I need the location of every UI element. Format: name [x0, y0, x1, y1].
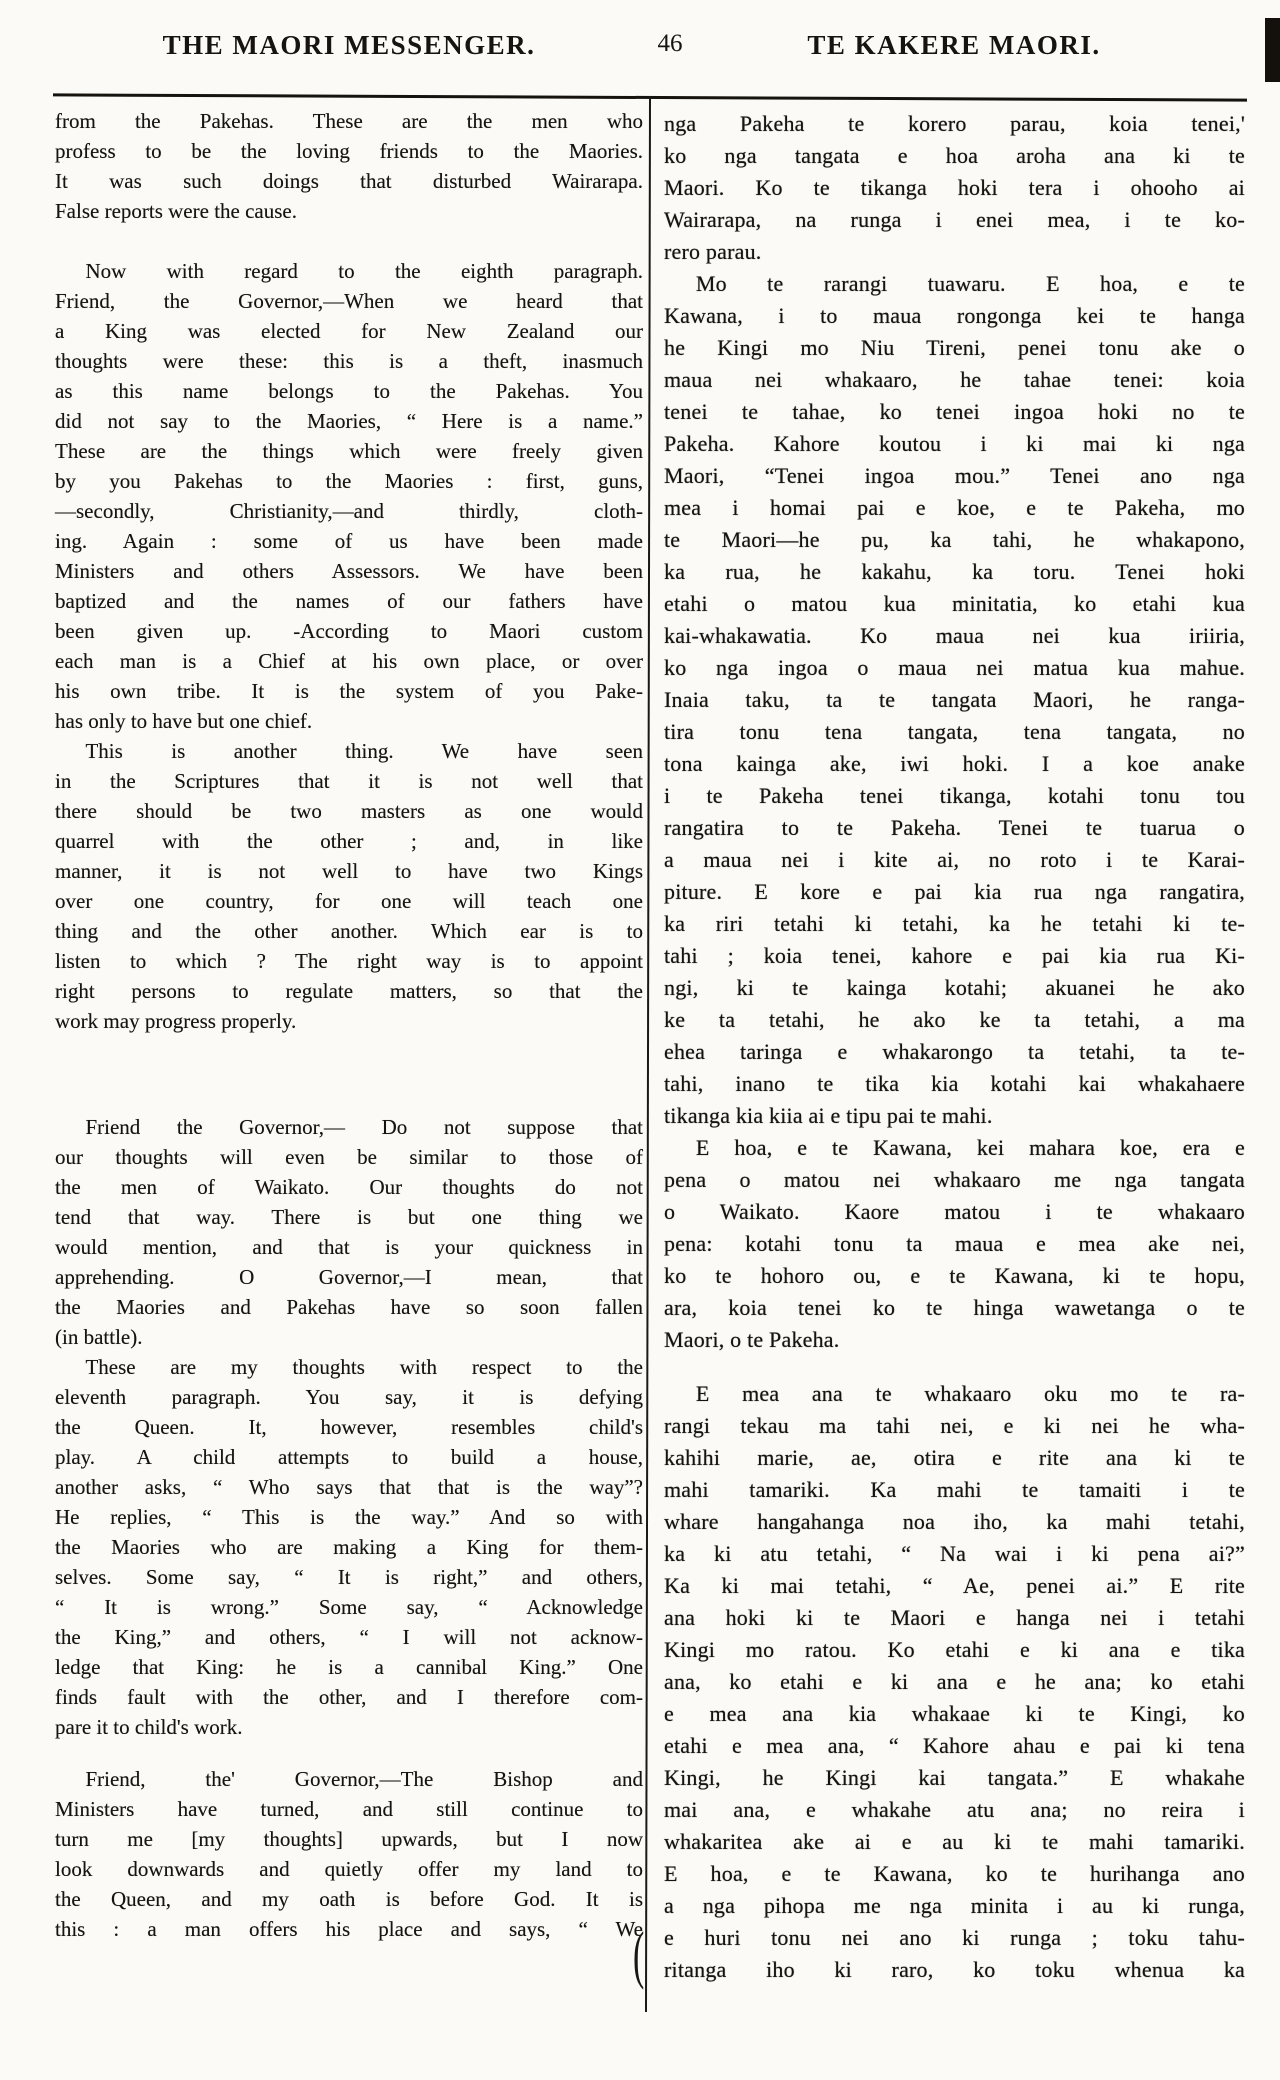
text-line: the Queen. It, however, resembles child's: [55, 1415, 643, 1439]
text-line: Kingi mo ratou. Ko etahi e ki ana e tika: [664, 1637, 1245, 1662]
text-line: turn me [my thoughts] upwards, but I now: [55, 1827, 643, 1851]
text-line: did not say to the Maories, “ Here is a name.”: [55, 409, 643, 433]
text-line: whare hangahanga noa iho, ka mahi tetahi,: [664, 1509, 1245, 1534]
paragraph: [55, 106, 643, 226]
text-line: right persons to regulate matters, so that the: [55, 979, 643, 1003]
text-line: thing and the other another. Which ear is to: [55, 919, 643, 943]
text-line: whakaritea ake ai e au ki te mahi tamariki.: [664, 1829, 1245, 1854]
text-line: nga Pakeha te korero parau, koia tenei,': [664, 111, 1245, 136]
text-line: he Kingi mo Niu Tireni, penei tonu ake o: [664, 335, 1245, 360]
text-line: tend that way. There is but one thing we: [55, 1205, 643, 1229]
maori-text-column: [664, 108, 1245, 1986]
text-line: ehea taringa e whakarongo ta tetahi, ta te-: [664, 1039, 1245, 1064]
text-line: Ka ki mai tetahi, “ Ae, penei ai.” E rite: [664, 1573, 1245, 1598]
text-line: Maori, o te Pakeha.: [664, 1327, 840, 1352]
journal-title-english: THE MAORI MESSENGER.: [162, 30, 536, 60]
text-line: ko nga tangata e hoa aroha ana ki te: [664, 143, 1245, 168]
paragraph: [664, 108, 1245, 268]
text-line: his own tribe. It is the system of you Pake-: [55, 679, 643, 703]
text-line: piture. E kore e pai kia rua nga rangatira,: [664, 879, 1245, 904]
text-line: another asks, “ Who says that that is the way”?: [55, 1475, 643, 1499]
text-line: from the Pakehas. These are the men who: [55, 109, 643, 133]
paragraph: [664, 268, 1245, 1132]
text-line: pare it to child's work.: [55, 1715, 243, 1739]
text-line: over one country, for one will teach one: [55, 889, 643, 913]
text-line: mea i homai pai e koe, e te Pakeha, mo: [664, 495, 1245, 520]
text-line: ka rua, he kakahu, ka toru. Tenei hoki: [664, 559, 1245, 584]
text-line: each man is a Chief at his own place, or over: [55, 649, 643, 673]
text-line: This is another thing. We have seen: [85, 739, 643, 763]
text-line: selves. Some say, “ It is right,” and others,: [55, 1565, 643, 1589]
text-line: the Maories who are making a King for them-: [55, 1535, 643, 1559]
text-line: the men of Waikato. Our thoughts do not: [55, 1175, 643, 1199]
text-line: ana hoki ki te Maori e hanga nei i tetahi: [664, 1605, 1245, 1630]
text-line: tahi ; koia tenei, kahore e pai kia rua Ki-: [664, 943, 1245, 968]
page-number: 46: [657, 30, 683, 57]
text-line: mahi tamariki. Ka mahi te tamaiti i te: [664, 1477, 1245, 1502]
paragraph: [55, 1112, 643, 1352]
text-line: Now with regard to the eighth paragraph.: [85, 259, 643, 283]
text-line: work may progress properly.: [55, 1009, 297, 1033]
text-line: False reports were the cause.: [55, 199, 297, 223]
journal-title-maori: TE KAKERE MAORI.: [807, 30, 1101, 60]
text-line: by you Pakehas to the Maories : first, guns,: [55, 469, 643, 493]
text-line: ara, koia tenei ko te hinga wawetanga o te: [664, 1295, 1245, 1320]
text-line: baptized and the names of our fathers have: [55, 589, 643, 613]
text-line: has only to have but one chief.: [55, 709, 313, 733]
text-line: tira tonu tena tangata, tena tangata, no: [664, 719, 1245, 744]
text-line: a nga pihopa me nga minita i au ki runga,: [664, 1893, 1245, 1918]
text-line: ritanga iho ki raro, ko toku whenua ka: [664, 1957, 1245, 1982]
paragraph: [55, 1764, 643, 1944]
text-line: maua nei whakaaro, he tahae tenei: koia: [664, 367, 1245, 392]
text-line: etahi o matou kua minitatia, ko etahi kua: [664, 591, 1245, 616]
text-line: apprehending. O Governor,—I mean, that: [55, 1265, 643, 1289]
text-line: kahihi marie, ae, otira e rite ana ki te: [664, 1445, 1245, 1470]
scan-artifact-brace: (: [633, 1920, 645, 1992]
text-line: there should be two masters as one would: [55, 799, 643, 823]
text-line: e huri tonu nei ano ki runga ; toku tahu-: [664, 1925, 1245, 1950]
paragraph: [664, 1132, 1245, 1356]
text-line: this : a man offers his place and says, “ We: [55, 1917, 643, 1941]
text-line: ko te hohoro ou, e te Kawana, ki te hopu,: [664, 1263, 1245, 1288]
text-line: Maori. Ko te tikanga hoki tera i ohooho ai: [664, 175, 1245, 200]
text-line: tenei te tahae, ko tenei ingoa hoki no te: [664, 399, 1245, 424]
text-line: Friend the Governor,— Do not suppose that: [85, 1115, 643, 1139]
text-line: E hoa, e te Kawana, kei mahara koe, era e: [695, 1135, 1245, 1160]
text-line: Wairarapa, na runga i enei mea, i te ko-: [664, 207, 1245, 232]
text-line: would mention, and that is your quickness in: [55, 1235, 643, 1259]
text-line: i te Pakeha tenei tikanga, kotahi tonu tou: [664, 783, 1245, 808]
text-line: ana, ko etahi e ki ana e he ana; ko etahi: [664, 1669, 1245, 1694]
text-line: as this name belongs to the Pakehas. You: [55, 379, 643, 403]
text-line: He replies, “ This is the way.” And so with: [55, 1505, 643, 1529]
text-line: ngi, ki te kainga kotahi; akuanei he ako: [664, 975, 1245, 1000]
text-line: E hoa, e te Kawana, ko te hurihanga ano: [664, 1861, 1245, 1886]
text-line: Friend, the' Governor,—The Bishop and: [85, 1767, 643, 1791]
text-line: kai-whakawatia. Ko maua nei kua iriiria,: [664, 623, 1245, 648]
scan-artifact-corner-mark: [1265, 18, 1280, 82]
paragraph: [55, 256, 643, 736]
paragraph: [664, 1378, 1245, 1986]
text-line: tikanga kia kiia ai e tipu pai te mahi.: [664, 1103, 993, 1128]
text-line: ledge that King: he is a cannibal King.” One: [55, 1655, 643, 1679]
text-line: Friend, the Governor,—When we heard that: [55, 289, 643, 313]
text-line: mai ana, e whakahe atu ana; no reira i: [664, 1797, 1245, 1822]
text-line: These are my thoughts with respect to the: [85, 1355, 643, 1379]
text-line: (in battle).: [55, 1325, 143, 1349]
text-line: the King,” and others, “ I will not acknow-: [55, 1625, 643, 1649]
text-line: in the Scriptures that it is not well that: [55, 769, 643, 793]
text-line: “ It is wrong.” Some say, “ Acknowledge: [55, 1595, 643, 1619]
column-divider-rule: [645, 96, 651, 2012]
text-line: the Maories and Pakehas have so soon fallen: [55, 1295, 643, 1319]
text-line: Kingi, he Kingi kai tangata.” E whakahe: [664, 1765, 1245, 1790]
text-line: rangatira to te Pakeha. Tenei te tuarua o: [664, 815, 1245, 840]
text-line: ka ki atu tetahi, “ Na wai i ki pena ai?”: [664, 1541, 1245, 1566]
text-line: Mo te rarangi tuawaru. E hoa, e te: [695, 271, 1245, 296]
text-line: tona kainga ake, iwi hoki. I a koe anake: [664, 751, 1245, 776]
text-line: Ministers and others Assessors. We have been: [55, 559, 643, 583]
text-line: te Maori—he pu, ka tahi, he whakapono,: [664, 527, 1245, 552]
text-line: Inaia taku, ta te tangata Maori, he ranga-: [664, 687, 1245, 712]
text-line: tahi, inano te tika kia kotahi kai whakahaere: [664, 1071, 1245, 1096]
text-line: Maori, “Tenei ingoa mou.” Tenei ano nga: [664, 463, 1245, 488]
text-line: our thoughts will even be similar to those of: [55, 1145, 643, 1169]
text-line: ko nga ingoa o maua nei matua kua mahue.: [664, 655, 1245, 680]
paragraph: [55, 736, 643, 1036]
text-line: listen to which ? The right way is to appoint: [55, 949, 643, 973]
text-line: a maua nei i kite ai, no roto i te Karai-: [664, 847, 1245, 872]
text-line: It was such doings that disturbed Wairarapa.: [55, 169, 643, 193]
text-line: ke ta tetahi, he ako ke ta tetahi, a ma: [664, 1007, 1245, 1032]
text-line: Kawana, i to maua rongonga kei te hanga: [664, 303, 1245, 328]
text-line: thoughts were these: this is a theft, inasmuch: [55, 349, 643, 373]
text-line: E mea ana te whakaaro oku mo te ra-: [695, 1381, 1245, 1406]
text-line: Ministers have turned, and still continue to: [55, 1797, 643, 1821]
text-line: look downwards and quietly offer my land to: [55, 1857, 643, 1881]
text-line: etahi e mea ana, “ Kahore ahau e pai ki tena: [664, 1733, 1245, 1758]
text-line: pena o matou nei whakaaro me nga tangata: [664, 1167, 1245, 1192]
text-line: These are the things which were freely given: [55, 439, 643, 463]
text-line: ing. Again : some of us have been made: [55, 529, 643, 553]
text-line: rangi tekau ma tahi nei, e ki nei he wha-: [664, 1413, 1245, 1438]
text-line: Pakeha. Kahore koutou i ki mai ki nga: [664, 431, 1245, 456]
text-line: pena: kotahi tonu ta maua e mea ake nei,: [664, 1231, 1245, 1256]
text-line: the Queen, and my oath is before God. It is: [55, 1887, 643, 1911]
text-line: rero parau.: [664, 239, 762, 264]
text-line: eleventh paragraph. You say, it is defying: [55, 1385, 643, 1409]
text-line: a King was elected for New Zealand our: [55, 319, 643, 343]
text-line: finds fault with the other, and I therefore com-: [55, 1685, 643, 1709]
text-line: profess to be the loving friends to the Maories.: [55, 139, 643, 163]
text-line: e mea ana kia whakaae ki te Kingi, ko: [664, 1701, 1245, 1726]
text-line: manner, it is not well to have two Kings: [55, 859, 643, 883]
text-line: play. A child attempts to build a house,: [55, 1445, 643, 1469]
english-text-column: [55, 106, 643, 1944]
text-line: quarrel with the other ; and, in like: [55, 829, 643, 853]
text-line: been given up. -According to Maori custom: [55, 619, 643, 643]
text-line: ka riri tetahi ki tetahi, ka he tetahi ki te-: [664, 911, 1245, 936]
text-line: o Waikato. Kaore matou i te whakaaro: [664, 1199, 1245, 1224]
text-line: —secondly, Christianity,—and thirdly, cloth-: [55, 499, 643, 523]
paragraph: [55, 1352, 643, 1742]
